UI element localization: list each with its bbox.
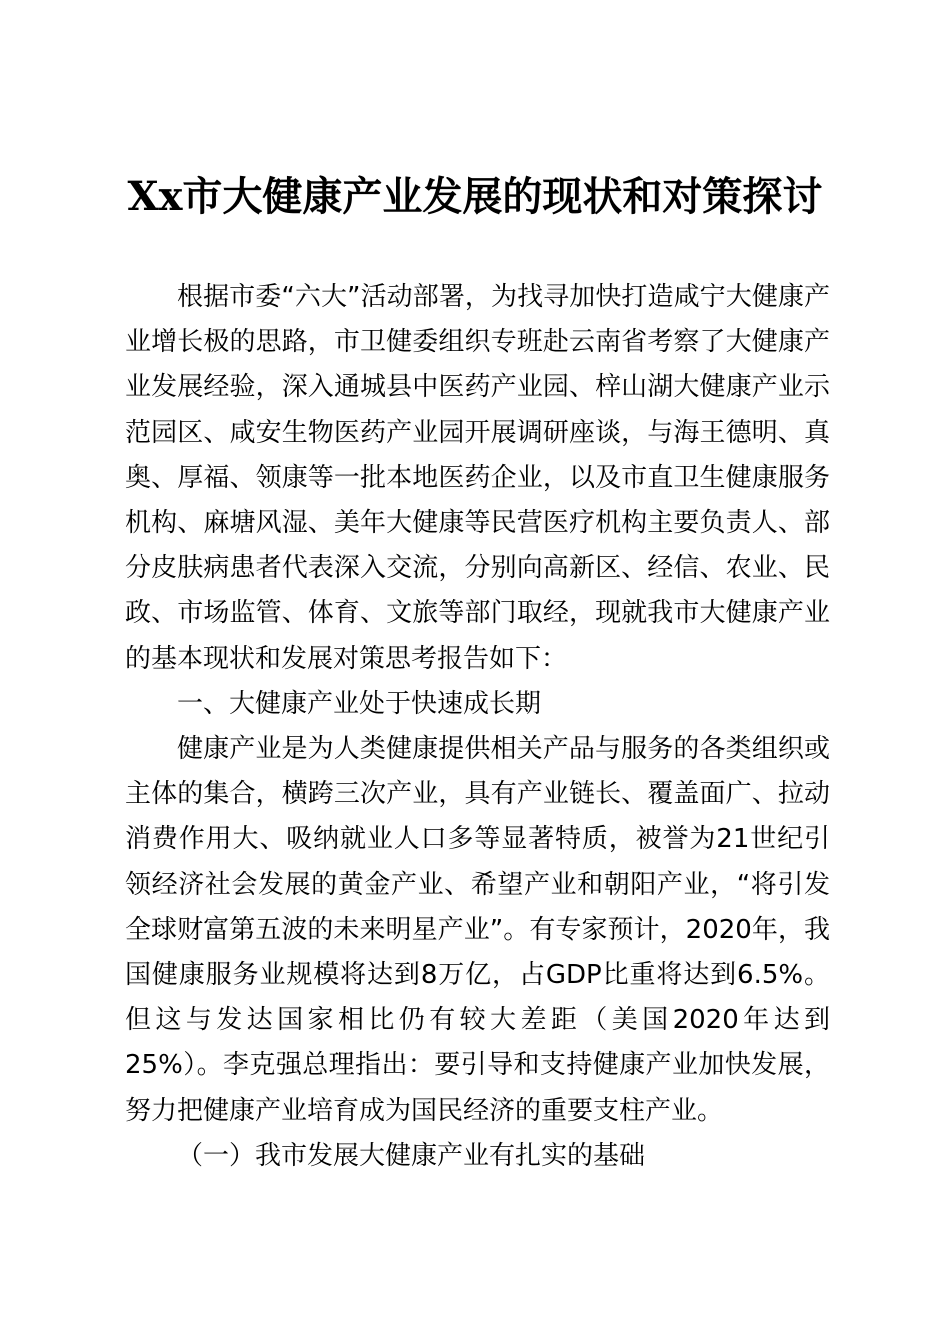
document-body	[125, 275, 830, 1179]
intro-paragraph: 根据市委“六大”活动部署，为找寻加快打造咸宁大健康产业增长极的思路，市卫健委组织专班赴云南省考察了大健康产业发展经验，深入通城县中医药产业园、梓山湖大健康产业示范园区、咸安生物医药产业园开展调研座谈，与海王德明、真奥、厚福、领康等一批本地医药企业，以及市直卫生健康服务机构、麻塘风湿、美年大健康等民营医疗机构主要负责人、部分皮肤病患者代表深入交流，分别向高新区、经信、农业、民政、市场监管、体育、文旅等部门取经，现就我市大健康产业的基本现状和发展对策思考报告如下：	[125, 282, 830, 674]
subsection-heading-1: （一）我市发展大健康产业有扎实的基础	[177, 1140, 646, 1171]
section-heading-1: 一、大健康产业处于快速成长期	[177, 688, 542, 719]
section-paragraph-1: 健康产业是为人类健康提供相关产品与服务的各类组织或主体的集合，横跨三次产业，具有产业链长、覆盖面广、拉动消费作用大、吸纳就业人口多等显著特质，被誉为21世纪引领经济社会发展的黄金产业、希望产业和朝阳产业，“将引发全球财富第五波的未来明星产业”。有专家预计，2020年，我国健康服务业规模将达到8万亿，占GDP比重将达到6.5%。但这与发达国家相比仍有较大差距（美国2020年达到25%）。李克强总理指出：要引导和支持健康产业加快发展，努力把健康产业培育成为国民经济的重要支柱产业。	[125, 734, 830, 1126]
document-title: Xx市大健康产业发展的现状和对策探讨	[127, 173, 823, 220]
